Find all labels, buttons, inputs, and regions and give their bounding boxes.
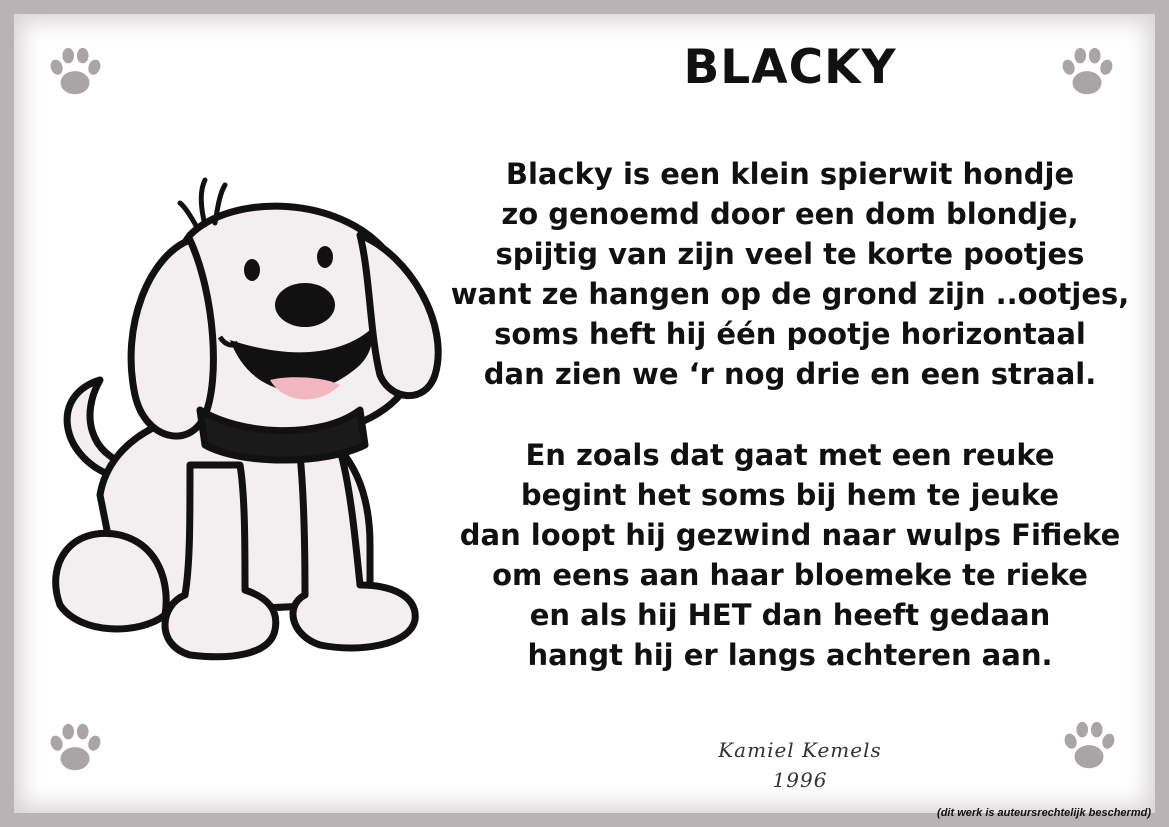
poem-line: zo genoemd door een dom blondje, (501, 197, 1079, 231)
poem-line: dan zien we ‘r nog drie en een straal. (483, 357, 1097, 391)
poem-stanza-1 (440, 154, 1140, 394)
author-year: 1996 (772, 768, 828, 792)
author-signature (700, 735, 900, 795)
copyright-notice: (dit werk is auteursrechtelijk beschermd) (937, 807, 1151, 819)
poem-line: dan loopt hij gezwind naar wulps Fifieke (459, 518, 1121, 552)
poem-line: Blacky is een klein spierwit hondje (505, 157, 1075, 191)
paw-print-icon (1058, 44, 1116, 102)
poem-line: en als hij HET dan heeft gedaan (529, 598, 1051, 632)
poem-line: hangt hij er langs achteren aan. (527, 638, 1053, 672)
poem-line: want ze hangen op de grond zijn ..ootjes, (450, 277, 1130, 311)
poem-line: spijtig van zijn veel te korte pootjes (495, 237, 1085, 271)
poem-line: soms heft hij één pootje horizontaal (494, 317, 1086, 351)
poem-stanza-2 (440, 435, 1140, 675)
poem-line: En zoals dat gaat met een reuke (525, 438, 1055, 472)
author-name: Kamiel Kemels (718, 738, 882, 762)
puppy-illustration (40, 165, 460, 675)
poem-line: begint het soms bij hem te jeuke (520, 478, 1060, 512)
paw-print-icon (46, 720, 104, 778)
paw-print-icon (1060, 718, 1118, 776)
poem-title: BLACKY (683, 40, 897, 95)
poem-line: om eens aan haar bloemeke te rieke (492, 558, 1088, 592)
paw-print-icon (46, 44, 104, 102)
